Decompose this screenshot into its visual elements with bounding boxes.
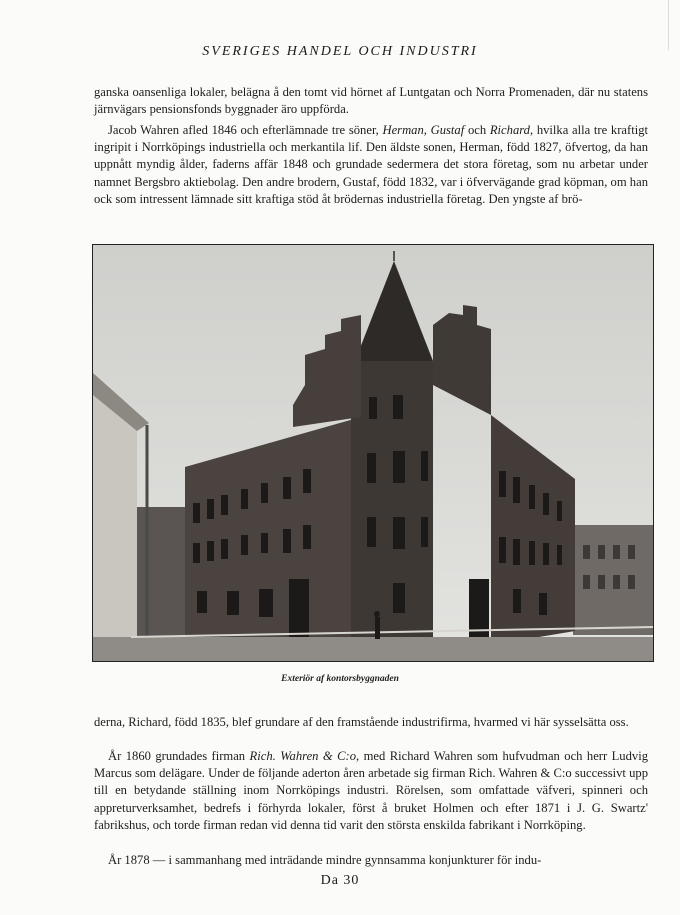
building-photograph xyxy=(92,244,654,662)
running-title: SVERIGES HANDEL OCH INDUSTRI xyxy=(202,44,478,59)
paragraph-5 xyxy=(94,852,648,869)
figure-caption: Exteriör af kontorsbyggnaden xyxy=(281,674,399,684)
paragraph-2-names: Herman, Gustaf xyxy=(382,123,465,137)
paragraph-2-och: och xyxy=(464,123,490,137)
paragraph-2 xyxy=(94,122,648,208)
paragraph-3: derna, Richard, född 1835, blef grundare af den framstående industrifirma, hvarmed vi här sysselsätta oss. xyxy=(94,715,629,729)
paragraph-2-text-a: Jacob Wahren afled 1846 och efterlämnade tre söner, xyxy=(108,123,383,137)
page-edge-line xyxy=(668,0,669,50)
paragraph-1: ganska oansenliga lokaler, belägna å den tomt vid hörnet af Luntgatan och Norra Promenaden, där nu statens järnvägars pensionsfonds byggnader äro uppförda. xyxy=(94,85,648,117)
paragraph-4-text-b: , med Richard Wahren som hufvudman och herr Ludvig Marcus som delägare. Under de följande aderton åren arbetade sig firman Rich. Wahren & C:o successivt upp till en betydande ställning inom Norrköpings industri. Rörelsen, som omfattade väfveri, spinneri och appreturverksamhet, bedrefs i förhyrda lokaler, först å bruket Holmen och efter 1871 i J. G. Swartz' fabrikshus, och torde firman redan vid denna tid varit den största enskilda fabrikant i Norrköping. xyxy=(94,749,648,832)
paragraph-2-text-b: , hvilka alla tre kraftigt ingripit i Norrköpings industriella och merkantila lif. Den äldste sonen, Herman, född 1827, öfvertog, da han uppnått myndig ålder, faderns affär 1848 och grundade sedermera det stora företag, som nu arbetar under namnet Bergsbro aktiebolag. Den andre brodern, Gustaf, född 1832, var i öfvervägande grad köpman, om han ock som intressent lämnade sitt kraftiga stöd åt brödernas industriella företag. Den yngste af brö- xyxy=(94,123,648,206)
paragraph-4 xyxy=(94,748,648,834)
paragraph-2-name3: Richard xyxy=(489,123,530,137)
page-signature: Da 30 xyxy=(320,873,360,888)
paragraph-4-text-a: År 1860 grundades firman xyxy=(108,749,250,763)
building-illustration xyxy=(93,245,654,662)
paragraph-4-firm: Rich. Wahren & C:o xyxy=(249,749,357,763)
paragraph-5-text: År 1878 — i sammanhang med inträdande mindre gynnsamma konjunkturer för indu- xyxy=(108,853,542,867)
